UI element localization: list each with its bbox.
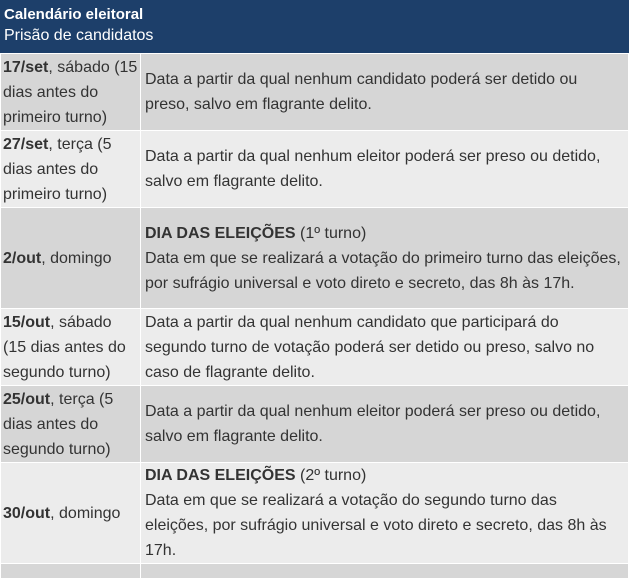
date-label: 15/out <box>3 313 51 331</box>
date-label: 30/out <box>3 504 51 522</box>
table-row <box>1 309 629 386</box>
date-cell <box>1 54 141 131</box>
date-detail: , terça (5 dias antes do segundo turno) <box>3 390 114 458</box>
description-cell <box>141 131 629 208</box>
table-subtitle: Prisão de candidatos <box>4 27 154 44</box>
date-cell <box>1 309 141 386</box>
date-detail: , terça (5 dias antes do primeiro turno) <box>3 135 112 203</box>
date-detail: , sábado (15 dias antes do segundo turno) <box>3 313 126 381</box>
description-text: Data em que se realizará a votação do primeiro turno das eleições, por sufrágio universal e voto direto e secreto, das 8h às 17h. <box>145 249 621 292</box>
description-cell <box>141 208 629 309</box>
event-title: DIA DAS ELEIÇÕES <box>145 467 296 484</box>
description-cell <box>141 309 629 386</box>
table-row <box>1 386 629 463</box>
date-detail: , domingo <box>50 504 121 522</box>
description-cell <box>141 463 629 564</box>
description-text: Data a partir da qual nenhum candidato poderá ser detido ou preso, salvo em flagrante delito. <box>145 71 578 113</box>
event-turn: (2º turno) <box>295 467 367 484</box>
date-label: 2/out <box>3 249 42 267</box>
date-cell <box>1 463 141 564</box>
description-cell <box>141 386 629 463</box>
date-label: 27/set <box>3 135 49 153</box>
table-row <box>1 131 629 208</box>
description-cell <box>141 54 629 131</box>
table-title: Calendário eleitoral <box>4 6 144 23</box>
date-cell <box>1 131 141 208</box>
date-cell <box>1 208 141 309</box>
table-row-partial <box>1 564 629 579</box>
description-text: Data em que se realizará a votação do segundo turno das eleições, por sufrágio universal e voto direto e secreto, das 8h às 17h. <box>145 492 607 559</box>
description-text: Data a partir da qual nenhum eleitor poderá ser preso ou detido, salvo em flagrante delito. <box>145 403 601 445</box>
date-label: 17/set <box>3 58 49 76</box>
date-detail: , sábado (15 dias antes do primeiro turno) <box>3 58 138 126</box>
date-cell <box>1 564 141 579</box>
table-row <box>1 463 629 564</box>
calendar-table <box>0 53 629 579</box>
event-title: DIA DAS ELEIÇÕES <box>145 224 296 242</box>
description-cell <box>141 564 629 579</box>
description-text: Data a partir da qual nenhum eleitor poderá ser preso ou detido, salvo em flagrante delito. <box>145 148 601 190</box>
date-label: 25/out <box>3 390 51 408</box>
table-header <box>0 0 629 53</box>
date-detail: , domingo <box>41 249 112 267</box>
table-row <box>1 54 629 131</box>
description-text: Data a partir da qual nenhum candidato que participará do segundo turno de votação poderá ser detido ou preso, salvo no caso de flagrante delito. <box>145 313 595 381</box>
date-cell <box>1 386 141 463</box>
table-row <box>1 208 629 309</box>
event-turn: (1º turno) <box>295 224 367 242</box>
